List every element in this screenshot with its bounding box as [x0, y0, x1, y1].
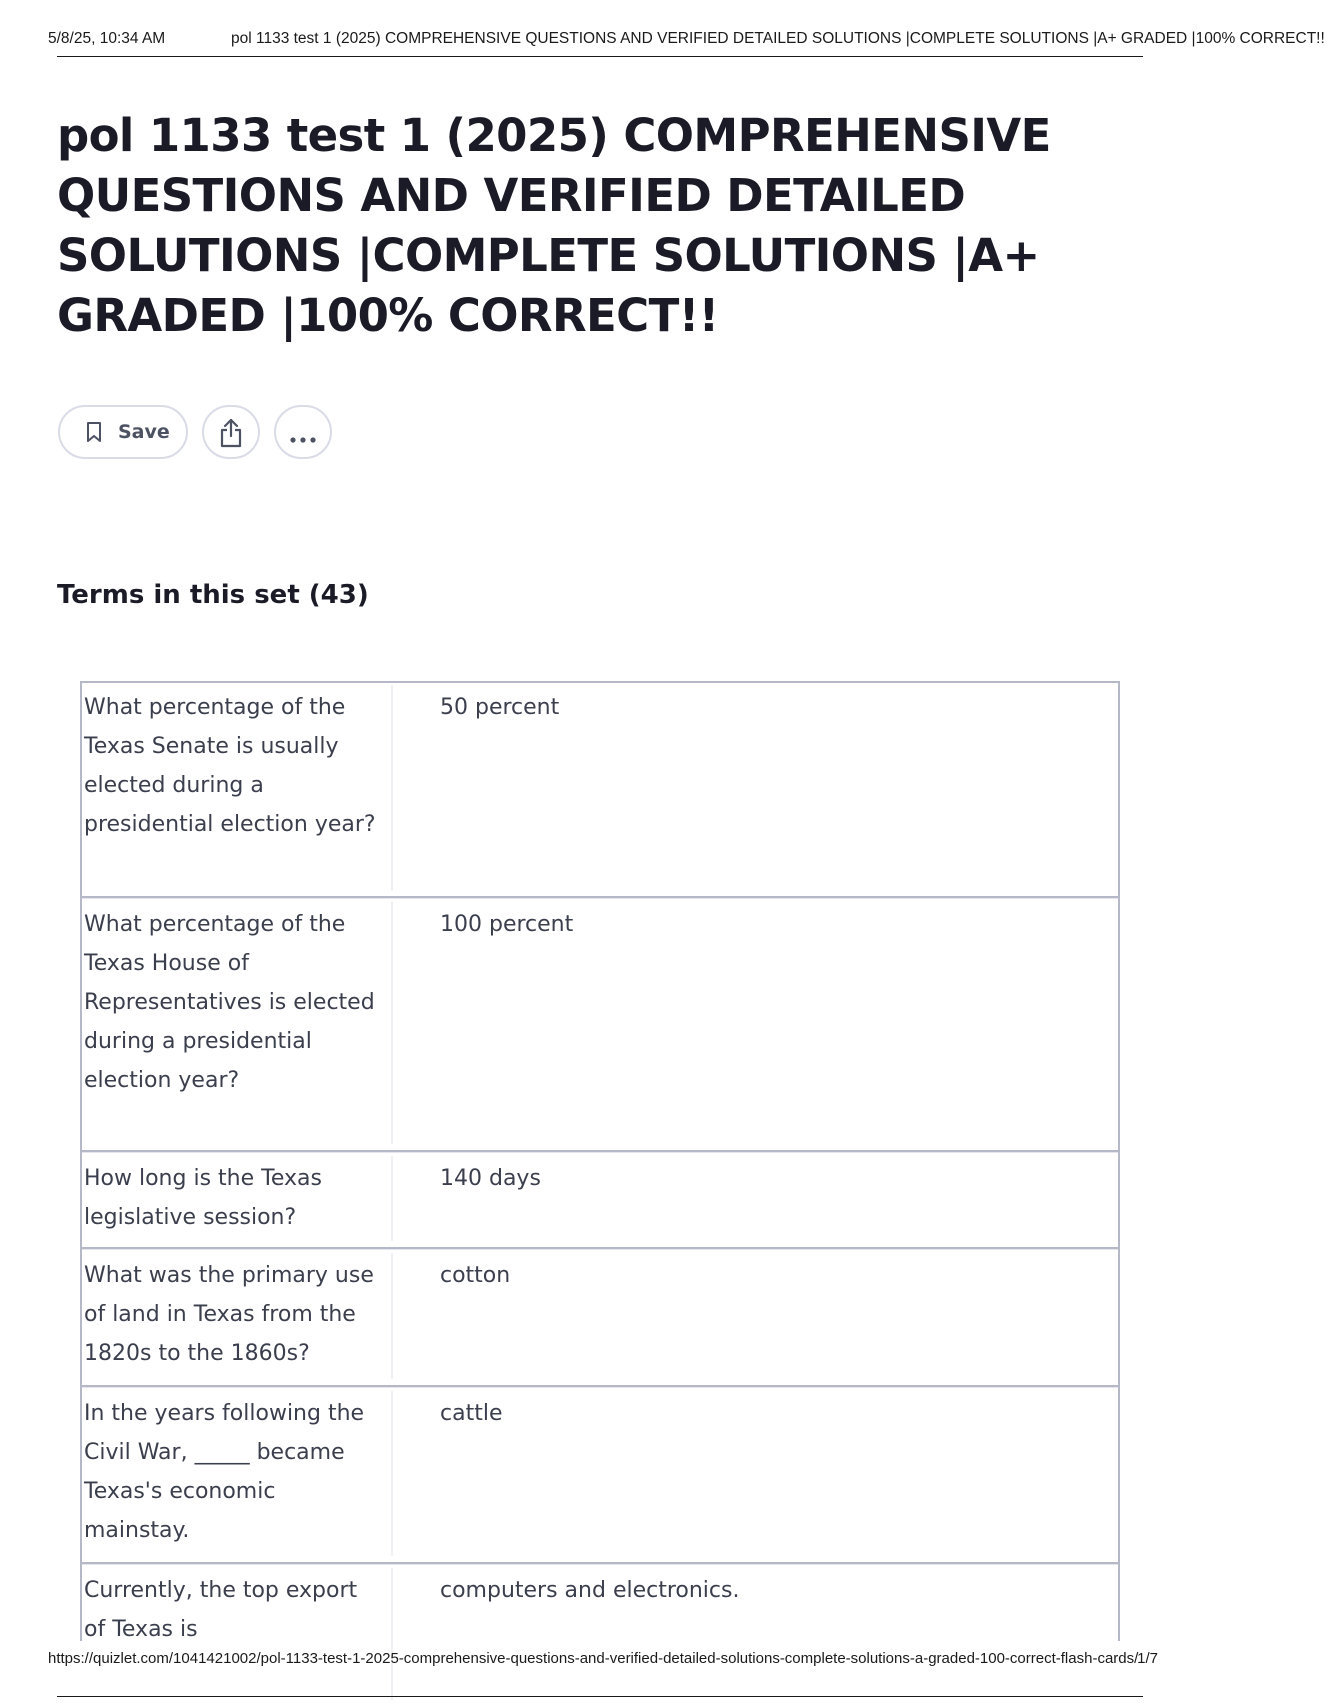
term-answer: 100 percent [440, 912, 574, 937]
term-question: What percentage of the Texas House of Representatives is elected during a presidential election year? [84, 912, 375, 1093]
column-divider [391, 1391, 393, 1556]
term-question: How long is the Texas legislative session? [84, 1166, 322, 1230]
page-number: 1/7 [1137, 1650, 1158, 1667]
page-url: https://quizlet.com/1041421002/pol-1133-test-1-2025-comprehensive-questions-and-verified-detailed-solutions-complete-solutions-a-graded-100-correct-flash-cards/ [48, 1650, 1139, 1667]
term-answer: 140 days [440, 1166, 541, 1191]
print-footer [48, 1650, 1158, 1672]
term-row [82, 1566, 1118, 1706]
term-answer: cattle [440, 1401, 503, 1426]
page-title: pol 1133 test 1 (2025) COMPREHENSIVE QUESTIONS AND VERIFIED DETAILED SOLUTIONS |COMPLETE SOLUTIONS |A+ GRADED |100% CORRECT!! [57, 109, 1051, 342]
terms-heading: Terms in this set (43) [57, 580, 369, 610]
column-divider [391, 1568, 393, 1700]
term-row [82, 900, 1118, 1152]
column-divider [391, 1156, 393, 1241]
term-question: What was the primary use of land in Texas from the 1820s to the 1860s? [84, 1263, 374, 1366]
share-icon [219, 418, 243, 452]
term-answer: computers and electronics. [440, 1578, 740, 1603]
column-divider [391, 1253, 393, 1379]
save-label: Save [118, 421, 170, 443]
save-button[interactable] [58, 405, 188, 459]
term-row [82, 1389, 1118, 1564]
column-divider [391, 685, 393, 890]
print-header [48, 30, 1325, 52]
column-divider [391, 902, 393, 1144]
more-icon [289, 429, 317, 448]
term-question: What percentage of the Texas Senate is usually elected during a presidential election year? [84, 695, 376, 837]
bookmark-icon [86, 421, 102, 447]
term-answer: 50 percent [440, 695, 560, 720]
term-question: Currently, the top export of Texas is [84, 1578, 358, 1642]
terms-table [80, 681, 1120, 1641]
term-question: In the years following the Civil War, _____ became Texas's economic mainstay. [84, 1401, 365, 1543]
share-button[interactable] [202, 405, 260, 459]
header-divider [57, 56, 1143, 57]
term-answer: cotton [440, 1263, 511, 1288]
print-doc-title: pol 1133 test 1 (2025) COMPREHENSIVE QUESTIONS AND VERIFIED DETAILED SOLUTIONS |COMPLETE SOLUTIONS |A+ GRADED |100% CORRECT!! [231, 30, 1325, 47]
term-row [82, 1251, 1118, 1387]
term-row [82, 1154, 1118, 1249]
more-options-button[interactable] [274, 405, 332, 459]
print-datetime: 5/8/25, 10:34 AM [48, 30, 166, 47]
footer-divider [57, 1696, 1143, 1697]
term-row [82, 683, 1118, 898]
